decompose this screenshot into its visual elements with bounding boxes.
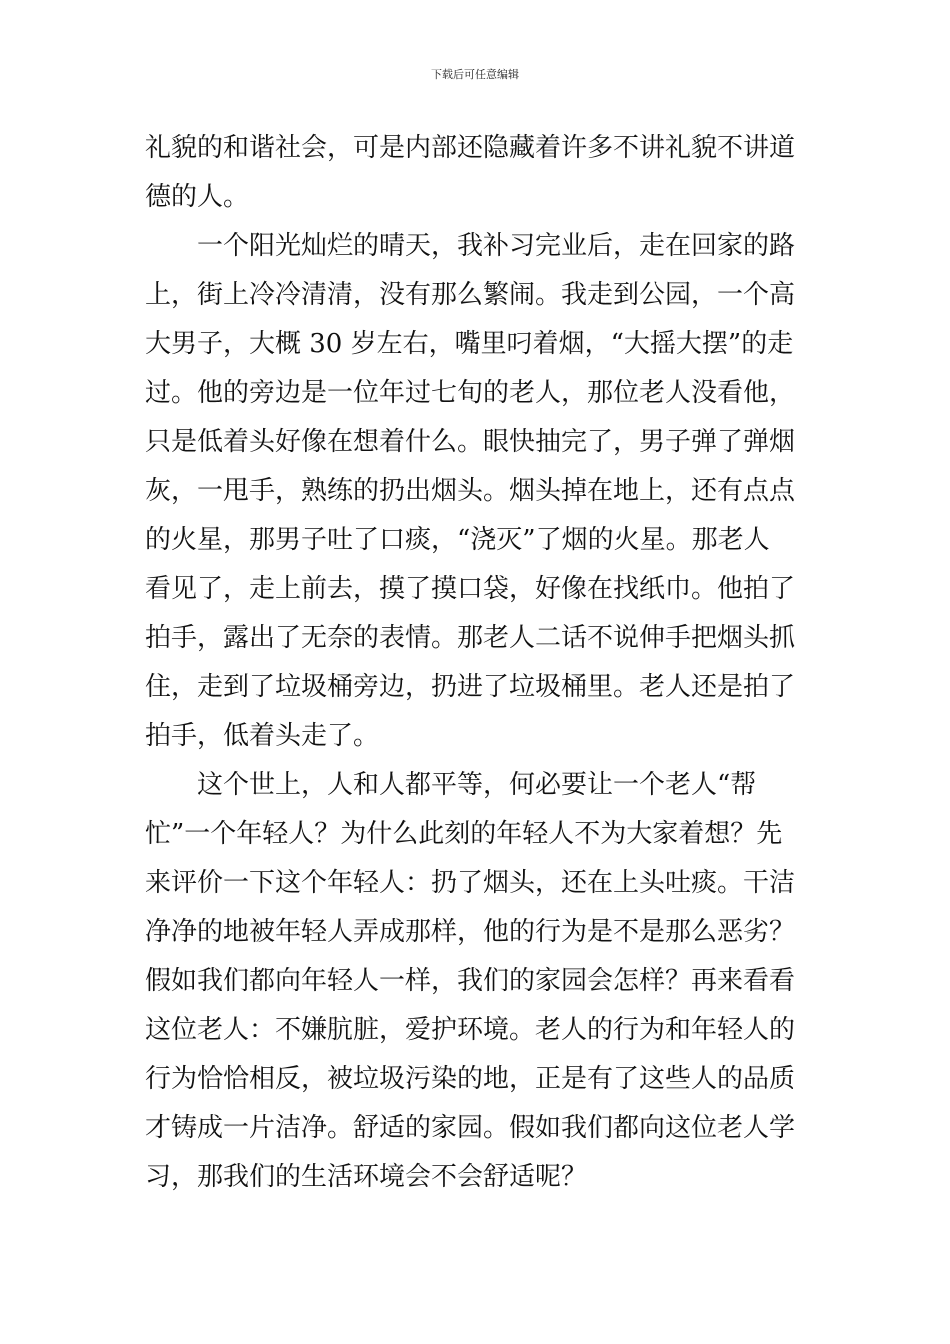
text-line: 才铸成一片洁净。舒适的家园。假如我们都向这位老人学 xyxy=(145,1113,796,1143)
text-line: 拍手，露出了无奈的表情。那老人二话不说伸手把烟头抓 xyxy=(145,623,796,653)
text-line: 这个世上，人和人都平等，何必要让一个老人“帮 xyxy=(145,770,757,800)
text-line: 这位老人：不嫌肮脏，爱护环境。老人的行为和年轻人的 xyxy=(145,1015,796,1045)
text-line: 德的人。 xyxy=(145,182,250,212)
text-line: 忙”一个年轻人？为什么此刻的年轻人不为大家着想？先 xyxy=(145,819,783,849)
paragraph xyxy=(145,124,807,222)
text-line: 行为恰恰相反，被垃圾污染的地，正是有了这些人的品质 xyxy=(145,1064,796,1094)
text-line: 拍手，低着头走了。 xyxy=(145,721,380,751)
text-line: 上，街上冷冷清清，没有那么繁闹。我走到公园，一个高 xyxy=(145,280,796,310)
text-line: 假如我们都向年轻人一样，我们的家园会怎样？再来看看 xyxy=(145,966,796,996)
page-header-note: 下载后可任意编辑 xyxy=(431,68,519,81)
text-line: 大男子，大概 30 岁左右，嘴里叼着烟，“大摇大摆”的走 xyxy=(145,329,794,359)
text-line: 灰，一甩手，熟练的扔出烟头。烟头掉在地上，还有点点 xyxy=(145,476,796,506)
text-line: 净净的地被年轻人弄成那样，他的行为是不是那么恶劣？ xyxy=(145,917,796,947)
text-line: 看见了，走上前去，摸了摸口袋，好像在找纸巾。他拍了 xyxy=(145,574,796,604)
text-line: 的火星，那男子吐了口痰，“浇灭”了烟的火星。那老人 xyxy=(145,525,770,555)
text-line: 住，走到了垃圾桶旁边，扔进了垃圾桶里。老人还是拍了 xyxy=(145,672,796,702)
paragraph xyxy=(145,222,807,761)
text-line: 习，那我们的生活环境会不会舒适呢？ xyxy=(145,1162,588,1192)
text-line: 礼貌的和谐社会，可是内部还隐藏着许多不讲礼貌不讲道 xyxy=(145,133,796,163)
text-line: 只是低着头好像在想着什么。眼快抽完了，男子弹了弹烟 xyxy=(145,427,796,457)
text-line: 过。他的旁边是一位年过七旬的老人，那位老人没看他， xyxy=(145,378,796,408)
text-line: 来评价一下这个年轻人：扔了烟头，还在上头吐痰。干洁 xyxy=(145,868,796,898)
document-body xyxy=(145,124,807,1202)
paragraph xyxy=(145,761,807,1202)
text-line: 一个阳光灿烂的晴天，我补习完业后，走在回家的路 xyxy=(145,231,796,261)
